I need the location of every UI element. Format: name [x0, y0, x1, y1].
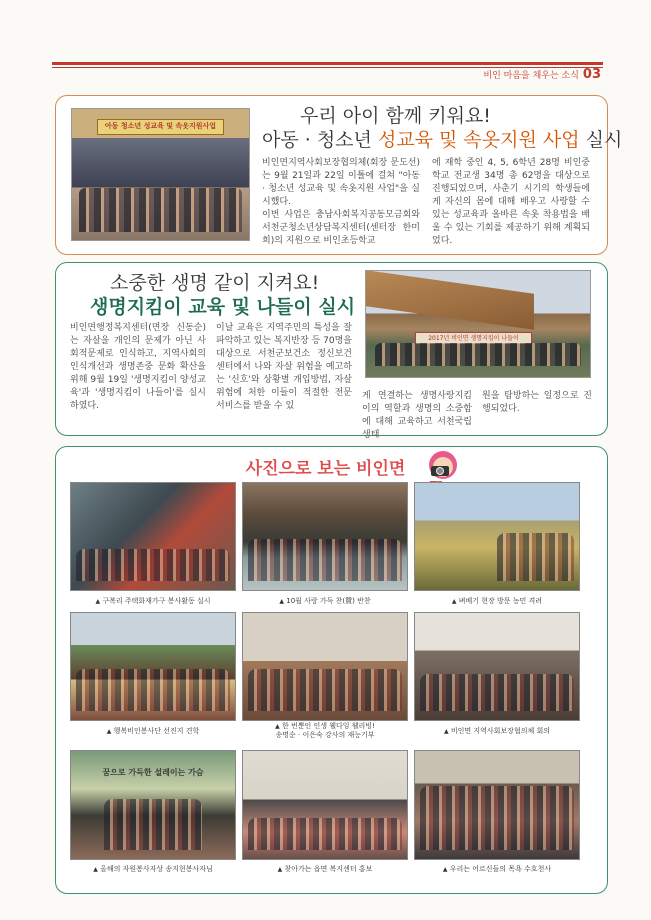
caption-text: 찾아가는 읍면 복지센터 홍보 — [284, 865, 373, 873]
caption-4 — [70, 726, 236, 736]
caption-8 — [242, 864, 408, 874]
caption-marker: ▲ — [442, 866, 448, 873]
crowd — [76, 669, 230, 712]
article2-photo — [365, 270, 591, 378]
caption-text: 10월 사랑 가득 찬(贊) 반찬 — [286, 597, 371, 605]
page-header — [483, 67, 601, 82]
article1-col2: 에 재학 중인 4, 5, 6학년 28명 비인중학교 전교생 34명 총 62명을 대상으로 진행되었으며, 사춘기 시기의 학생들에게 자신의 몸에 대해 배우고 사랑할 수 있는 성교육과 올바른 속옷 착용법을 배울 수 있는 기회를 제공하기 위해 계획되었다. — [432, 158, 590, 246]
caption-text-sub: 송명순 · 이은숙 강사의 재능기부 — [275, 731, 375, 739]
header-rule — [52, 62, 603, 65]
caption-9 — [414, 864, 580, 874]
caption-text: 행복비인봉사단 선진지 견학 — [113, 727, 200, 735]
caption-3 — [414, 596, 580, 606]
crowd — [497, 533, 574, 581]
article2-col3: 게 연결하는 생명사랑지킴이의 역할과 생명의 소중함에 대해 교육하고 서천국립생태 — [362, 391, 472, 440]
article1-title-line1: 우리 아이 함께 키워요! — [300, 105, 491, 127]
title-part: 실시 — [579, 129, 623, 151]
section-name: 비인 마음을 채우는 소식 — [483, 71, 579, 81]
gallery-photo-rice-harvest — [414, 482, 580, 591]
article1-photo — [71, 108, 250, 241]
gallery-photo-well-dying — [242, 612, 408, 721]
gallery-title — [0, 454, 651, 479]
caption-text: 우리는 어르신들의 목욕 수호천사 — [449, 865, 552, 873]
crowd — [104, 799, 202, 851]
gallery-photo-bath-angels — [414, 750, 580, 860]
article2-title-line1: 소중한 생명 같이 지켜요! — [110, 272, 320, 294]
gallery-photo-welfare-promo — [242, 750, 408, 860]
article1-photo-banner: 아동 청소년 성교육 및 속옷지원사업 — [97, 119, 224, 135]
crowd — [420, 674, 574, 711]
caption-marker: ▲ — [277, 866, 283, 873]
caption-text: 한 번뿐인 인생 웰다잉 웰리빙! — [282, 722, 375, 730]
title-part: 아동 · 청소년 — [262, 129, 378, 151]
crowd — [248, 539, 402, 582]
caption-6 — [414, 726, 580, 736]
article2-col4: 원을 탐방하는 일정으로 진행되었다. — [482, 391, 592, 414]
article1-col1: 비인면지역사회보장협의체(회장 문도선)는 9월 21일과 22일 이틀에 걸쳐 "아동 · 청소년 성교육 및 속옷지원 사업"을 실시했다. 이번 사업은 충남사회복지공동모금회와 서천군청소년상담복지센터(센터장 한미희)의 지원으로 비인초등학교 — [262, 158, 420, 246]
caption-text: 구복리 주택화재가구 봉사활동 실시 — [102, 597, 211, 605]
caption-2 — [242, 596, 408, 606]
gallery-photo-council-meeting — [414, 612, 580, 721]
caption-marker: ▲ — [95, 598, 101, 605]
crowd — [248, 669, 402, 712]
building-roof — [366, 270, 534, 329]
award-sign: 꿈으로 가득한 설레이는 가슴 — [102, 767, 204, 777]
caption-marker: ▲ — [275, 723, 280, 730]
article2-col2: 이날 교육은 지역주민의 특성을 잘 파악하고 있는 복지반장 등 70명을 대상으로 서천군보건소 정신보건센터에서 나와 자살 위험을 예고하는 '신호'와 상황별 개입방법, 자살위험에 처한 이들이 적절한 전문 서비스를 받을 수 있 — [216, 323, 352, 411]
crowd — [248, 818, 402, 850]
page-number: 03 — [582, 67, 601, 82]
caption-text: 올해의 자원봉사자상 송지현봉사자님 — [100, 865, 213, 873]
outdoor-people — [375, 343, 581, 366]
caption-7 — [70, 864, 236, 874]
gallery-photo-fire-volunteer — [70, 482, 236, 591]
caption-text: 벼베기 현장 방문 농민 격려 — [458, 597, 543, 605]
article1-title-line2 — [262, 125, 622, 152]
group-people — [79, 188, 242, 233]
article2-title-line2: 생명지킴이 교육 및 나들이 실시 — [90, 296, 356, 318]
title-highlight: 성교육 및 속옷지원 사업 — [377, 129, 580, 151]
caption-5 — [242, 722, 408, 740]
caption-marker: ▲ — [279, 598, 284, 605]
gallery-photo-field-trip — [70, 612, 236, 721]
caption-marker: ▲ — [93, 866, 98, 873]
article2-col1: 비인면행정복지센터(면장 신동순)는 자살을 개인의 문제가 아닌 사회적문제로 인식하고, 지역사회의 인식개선과 생명존중 문화 확산을 위해 9월 19일 '생명지킴이 양성교육'과 '생명지킴이 나들이'를 실시하였다. — [70, 323, 206, 411]
gallery-photo-volunteer-award — [70, 750, 236, 860]
gallery-photo-side-dish — [242, 482, 408, 591]
crowd — [420, 786, 574, 851]
caption-1 — [70, 596, 236, 606]
article2-photo-banner: 2017년 비인면 생명지킴이 나들이 — [415, 332, 531, 345]
caption-text: 비인면 지역사회보장협의체 회의 — [450, 727, 550, 735]
gallery-title-text: 사진으로 보는 비인면 — [245, 459, 406, 479]
crowd — [76, 549, 230, 581]
caption-marker: ▲ — [451, 598, 457, 605]
caption-marker: ▲ — [444, 728, 449, 735]
caption-marker: ▲ — [106, 728, 112, 735]
